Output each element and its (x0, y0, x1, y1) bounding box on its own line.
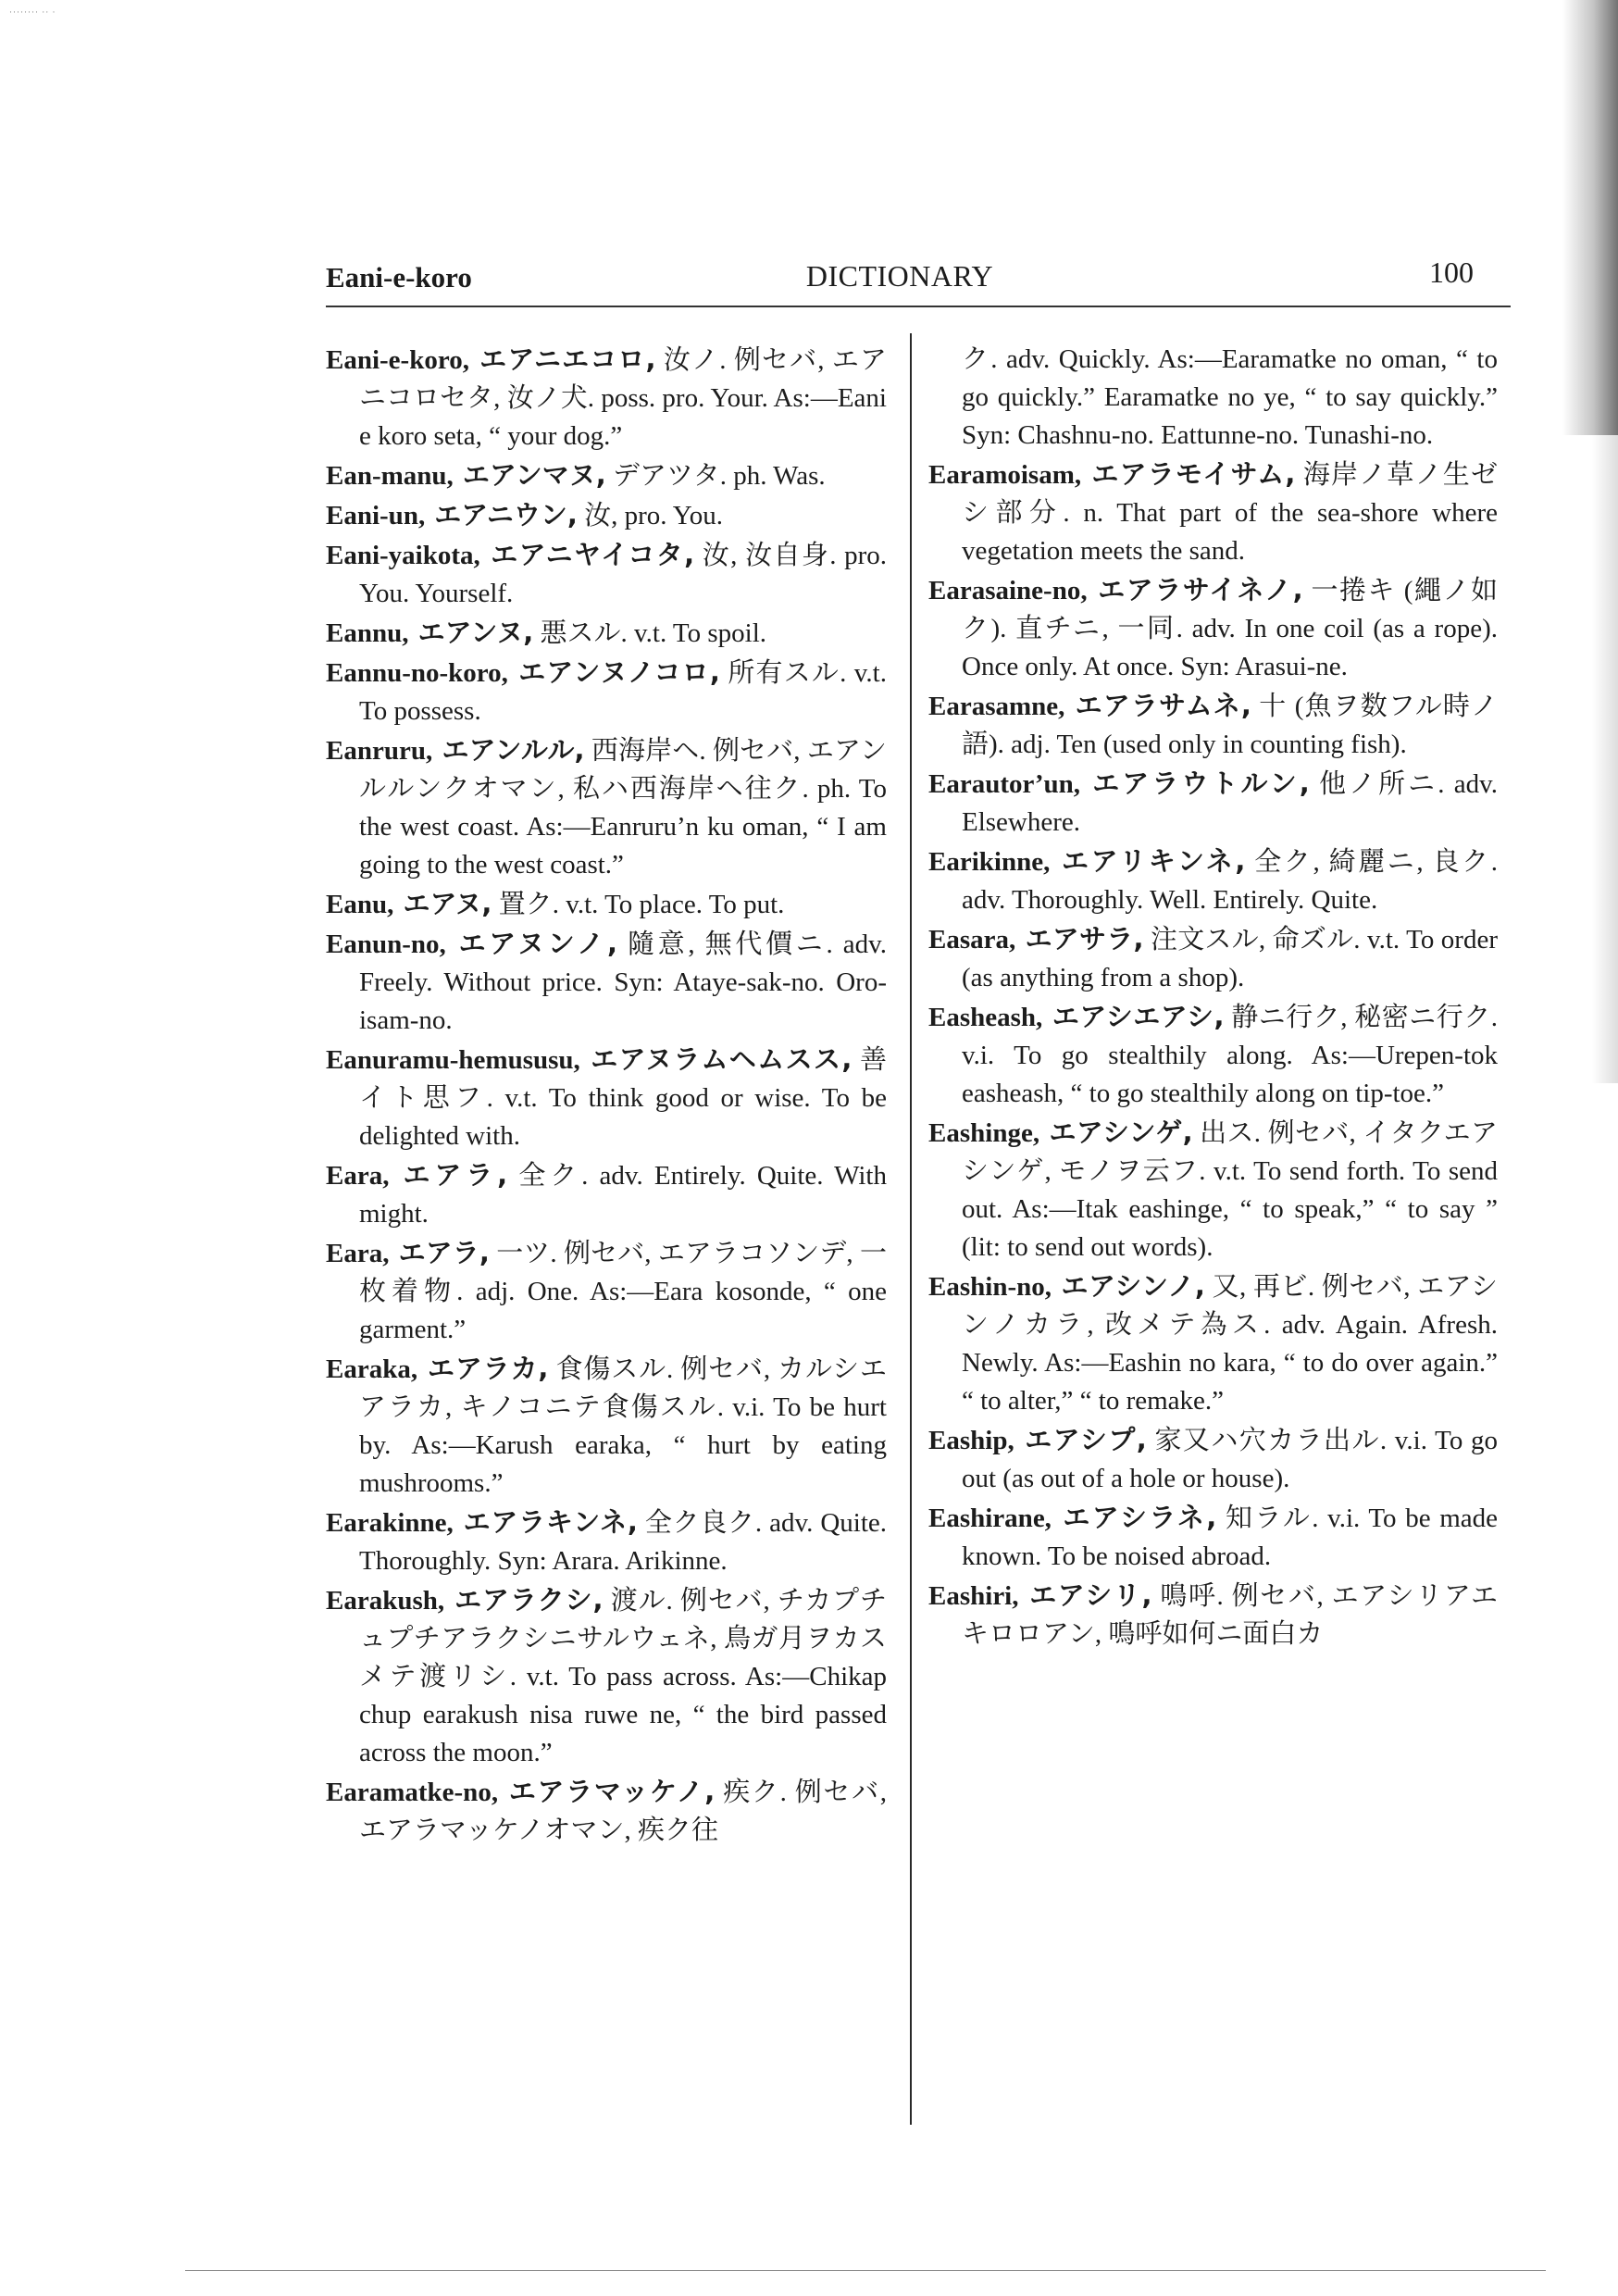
entry-katakana: エアンヌ, (408, 617, 534, 648)
entry-headword: Earasaine-no, (928, 576, 1088, 605)
entry-katakana: エアヌラムヘムスス, (579, 1043, 853, 1075)
entry-headword: Eanuramu-hemususu, (326, 1045, 580, 1075)
entry-definition: 所有スル. v.t. To possess. (359, 658, 887, 726)
dictionary-entry (928, 571, 1498, 686)
entry-headword: Earamatke-no, (326, 1778, 499, 1807)
dictionary-entry (326, 496, 887, 535)
entry-headword: Eara, (326, 1239, 390, 1268)
entry-headword: Eani-un, (326, 501, 426, 530)
entry-katakana: エアラ, (389, 1159, 508, 1191)
entry-definition: 食傷スル. 例セバ, カルシエアラカ, キノコニテ食傷スル. v.i. To be hurt by. As:—Karush earaka, “ hurt by eating mushrooms.” (359, 1354, 887, 1498)
entry-katakana: エアヌンノ, (445, 928, 618, 959)
entry-katakana: エアシプ, (1014, 1424, 1147, 1455)
entry-katakana: エアラサイネノ, (1087, 574, 1303, 605)
dictionary-entry (326, 1773, 887, 1850)
entry-headword: Earasamne, (928, 692, 1065, 721)
dictionary-entry (928, 998, 1498, 1113)
dictionary-entry (326, 925, 887, 1040)
dictionary-entry (928, 1114, 1498, 1267)
entry-katakana: エアシラネ, (1051, 1502, 1217, 1533)
entry-katakana: エアンマヌ, (453, 459, 606, 491)
entry-headword: Eashinge, (928, 1118, 1040, 1148)
entry-katakana: エアニヤイコタ, (479, 539, 695, 570)
entry-definition: 渡ル. 例セバ, チカプチュプチアラクシニサルウェネ, 鳥ガ月ヲカスメテ渡リシ. v.t. To pass across. As:—Chikap chup earakush nisa ruwe ne, “ the bird passed across the moon.” (359, 1586, 887, 1767)
entry-headword: Eashin-no, (928, 1272, 1052, 1302)
page-number: 100 (1429, 256, 1474, 289)
dictionary-entry (326, 885, 887, 924)
entry-headword: Easara, (928, 925, 1016, 955)
entry-definition: 知ラル. v.i. To be made known. To be noised abroad. (962, 1504, 1498, 1571)
entry-definition: 汝, 汝自身. pro. You. Yourself. (359, 541, 887, 608)
entry-definition: 善イト思フ. v.t. To think good or wise. To be delighted with. (359, 1045, 887, 1151)
entry-definition: 汝ノ. 例セバ, エアニコロセタ, 汝ノ犬. poss. pro. Your. As:—Eani e koro seta, “ your dog.” (359, 345, 887, 451)
entry-definition: 置ク. v.t. To place. To put. (492, 890, 785, 919)
entry-headword: Eani-yaikota, (326, 541, 480, 570)
continued-entry: ク. adv. Quickly. As:—Earamatke no oman, “ to go quickly.” Earamatke no ye, “ to say quickly.” Syn: Chashnu-no. Eattunne-no. Tunashi-no. (962, 344, 1498, 450)
corner-mark: ········ ·· · (9, 7, 56, 17)
entry-definition: 全ク, 綺麗ニ, 良ク. adv. Thoroughly. Well. Entirely. Quite. (962, 847, 1498, 915)
dictionary-entry (326, 1156, 887, 1233)
entry-definition: 全ク良ク. adv. Quite. Thoroughly. Syn: Arara. Arikinne. (359, 1508, 887, 1576)
header-title: DICTIONARY (805, 259, 994, 293)
entry-headword: Earakush, (326, 1586, 445, 1616)
entry-katakana: エアラカ, (417, 1353, 549, 1384)
entry-definition: 全ク. adv. Entirely. Quite. With might. (359, 1161, 887, 1229)
header-rule (326, 306, 1511, 307)
entry-headword: Earautor’un, (928, 769, 1081, 799)
entry-headword: Eannu-no-koro, (326, 658, 508, 688)
dictionary-entry (326, 1234, 887, 1349)
entry-headword: Eannu, (326, 618, 409, 648)
dictionary-entry (326, 614, 887, 653)
entry-definition: 一ツ. 例セバ, エアラコソンデ, 一枚着物. adj. One. As:—Eara kosonde, “ one garment.” (359, 1239, 887, 1344)
running-header (326, 252, 1474, 298)
dictionary-entry (326, 731, 887, 884)
dictionary-entry (326, 654, 887, 730)
left-column (326, 341, 887, 1851)
entry-headword: Eanun-no, (326, 930, 446, 959)
entry-katakana: エアラクシ, (444, 1584, 604, 1616)
entry-katakana: エアシンノ, (1051, 1270, 1205, 1302)
entry-headword: Eani-e-koro, (326, 345, 469, 375)
entry-definition: 十 (魚ヲ数フル時ノ語). adj. Ten (used only in counting fish). (962, 692, 1498, 759)
entry-headword: Earikinne, (928, 847, 1051, 877)
entry-katakana: エアラサムネ, (1064, 690, 1251, 721)
entry-definition: 西海岸ヘ. 例セバ, エアンルルンクオマン, 私ハ西海岸ヘ往ク. ph. To the west coast. As:—Eanruru’n ku oman, “ I am going to the west coast.” (359, 736, 887, 880)
entry-katakana: エアヌ, (393, 888, 492, 919)
entry-katakana: エアシンゲ, (1039, 1117, 1193, 1148)
entry-definition: 隨意, 無代價ニ. adv. Freely. Without price. Syn: Ataye-sak-no. Oro-isam-no. (359, 930, 887, 1035)
dictionary-entry (928, 765, 1498, 842)
dictionary-entry (928, 920, 1498, 997)
entry-definition: 注文スル, 命ズル. v.t. To order (as anything from a shop). (962, 925, 1498, 992)
entry-definition: 他ノ所ニ. adv. Elsewhere. (962, 769, 1498, 837)
entry-katakana: エアシリ, (1018, 1579, 1152, 1611)
entry-definition: 海岸ノ草ノ生ゼシ部分. n. That part of the sea-shore where vegetation meets the sand. (962, 460, 1498, 566)
entry-definition: 出ス. 例セバ, イタクエアシンゲ, モノヲ云フ. v.t. To send forth. To send out. As:—Itak eashinge, “ to speak,” “ to say ” (lit: to send out words). (962, 1118, 1498, 1262)
entry-headword: Earaka, (326, 1354, 418, 1384)
right-column (928, 341, 1498, 1654)
entry-definition: 家又ハ穴カラ出ル. v.i. To go out (as out of a hole or house). (962, 1426, 1499, 1493)
entry-katakana: エアラキンネ, (453, 1506, 638, 1538)
dictionary-entry (928, 842, 1498, 919)
dictionary-entry (326, 1504, 887, 1580)
dictionary-entry (928, 1499, 1498, 1576)
dictionary-entry (326, 341, 887, 455)
dictionary-entry (928, 1421, 1498, 1498)
entry-headword: Eanu, (326, 890, 394, 919)
dictionary-entry (928, 1577, 1498, 1653)
dictionary-entry (928, 455, 1498, 570)
column-divider (910, 333, 912, 2125)
scan-shadow (1562, 0, 1618, 435)
dictionary-entry (326, 1581, 887, 1772)
entry-katakana: エアラモイサム, (1081, 458, 1296, 490)
entry-definition: 一捲キ (繩ノ如ク). 直チニ, 一同. adv. In one coil (as a rope). Once only. At once. Syn: Arasui-ne. (962, 576, 1498, 681)
entry-definition: 鳴呼. 例セバ, エアシリアエキロロアン, 鳴呼如何ニ面白カ (962, 1581, 1499, 1649)
dictionary-entry (326, 456, 887, 495)
entry-katakana: エアニウン, (425, 499, 578, 530)
entry-definition: 汝, pro. You. (577, 501, 723, 530)
entry-katakana: エアンルル, (432, 734, 585, 766)
entry-katakana: エアラマッケノ, (498, 1776, 716, 1807)
header-guide-word: Eani-e-koro (326, 261, 472, 293)
entry-headword: Eashirane, (928, 1504, 1052, 1533)
dictionary-entry (326, 1041, 887, 1155)
entry-katakana: エアラウトルン, (1080, 767, 1310, 799)
entry-katakana: エアラ, (389, 1237, 490, 1268)
entry-definition: 疾ク. 例セバ, エアラマッケノオマン, 疾ク往 (359, 1778, 887, 1845)
entry-headword: Eara, (326, 1161, 390, 1191)
entry-definition: 静ニ行ク, 秘密ニ行ク. v.i. To go stealthily along. As:—Urepen-tok easheash, “ to go stealthily along on tip-toe.” (962, 1003, 1498, 1108)
dictionary-entry (928, 687, 1498, 764)
entry-headword: Eaship, (928, 1426, 1014, 1455)
entry-headword: Eashiri, (928, 1581, 1019, 1611)
entry-headword: Eanruru, (326, 736, 433, 766)
entry-katakana: エアニエコロ, (468, 343, 656, 375)
entry-headword: Earakinne, (326, 1508, 454, 1538)
bottom-rule (185, 2270, 1546, 2271)
entry-katakana: エアンヌノコロ, (507, 656, 720, 688)
entry-headword: Easheash, (928, 1003, 1043, 1032)
entry-definition: 又, 再ビ. 例セバ, エアシンノカラ, 改メテ為ス. adv. Again. Afresh. Newly. As:—Eashin no kara, “ to do over again.” “ to alter,” “ to remake.” (962, 1272, 1498, 1416)
entry-headword: Earamoisam, (928, 460, 1082, 490)
scan-shadow-lower (1592, 435, 1618, 1083)
dictionary-entry (928, 1267, 1498, 1420)
entry-definition: デアツタ. ph. Was. (605, 461, 826, 491)
dictionary-entry (326, 1350, 887, 1503)
dictionary-entry (326, 536, 887, 613)
entry-headword: Ean-manu, (326, 461, 454, 491)
entry-definition: 悪スル. v.t. To spoil. (533, 618, 767, 648)
entry-katakana: エアリキンネ, (1050, 845, 1246, 877)
entry-katakana: エアサラ, (1015, 923, 1144, 955)
entry-katakana: エアシエアシ, (1042, 1001, 1225, 1032)
